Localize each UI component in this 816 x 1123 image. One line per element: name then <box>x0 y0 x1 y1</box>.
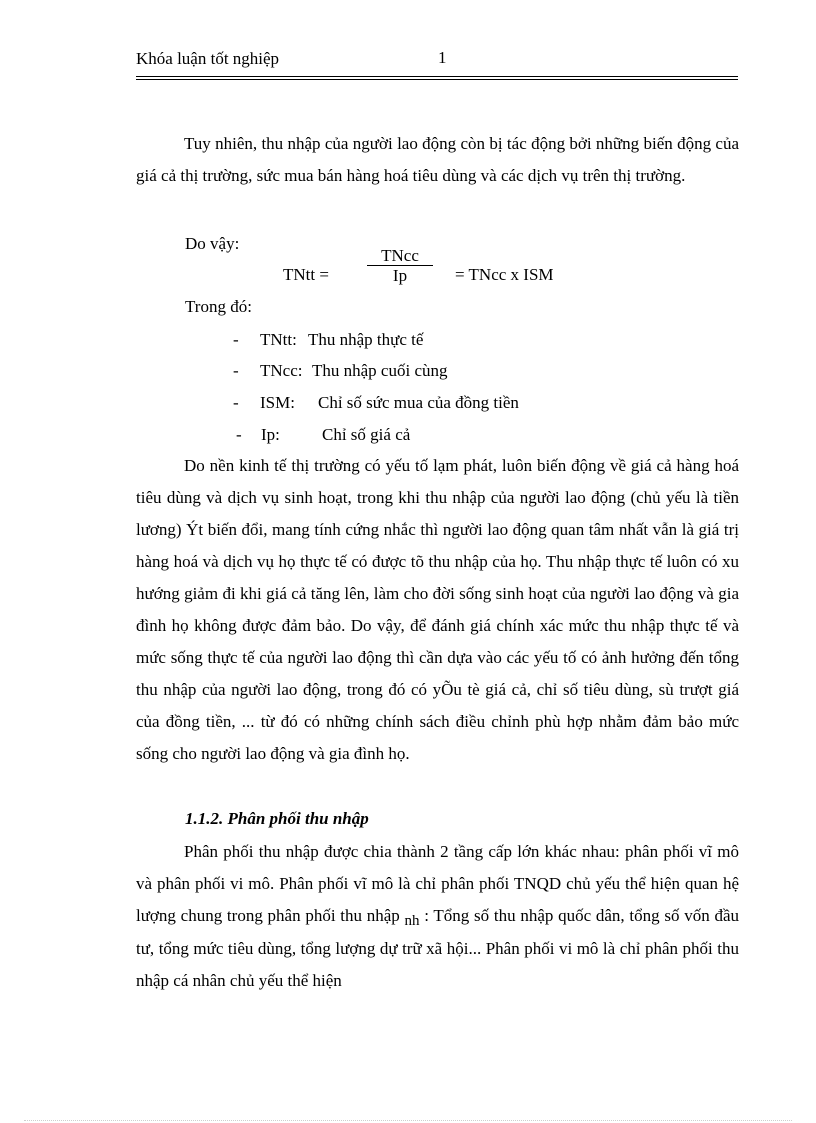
definition-desc: Chỉ số sức mua của đồng tiền <box>318 393 519 412</box>
paragraph-3-block <box>136 836 739 997</box>
paragraph-1: Tuy nhiên, thu nhập của người lao động còn bị tác động bởi những biến động của giá cả thị trường, sức mua bán hàng hoá tiêu dùng và các dịch vụ trên thị trường. <box>136 134 739 185</box>
definition-desc: Thu nhập cuối cùng <box>312 361 448 380</box>
definition-term: ISM: <box>260 393 295 412</box>
formula-numerator: TNcc <box>381 246 419 265</box>
paragraph-3 <box>136 836 739 997</box>
paragraph-1-block <box>136 128 739 192</box>
dash-marker: - <box>233 330 239 349</box>
definition-item <box>236 425 411 445</box>
formula-rhs: = TNcc x ISM <box>455 265 554 284</box>
dash-marker: - <box>233 393 239 412</box>
definition-term: Ip: <box>261 425 280 444</box>
paragraph-2-block <box>136 450 739 770</box>
subscript-nh: nh <box>404 913 420 929</box>
paragraph-3-text-a: Phân phối thu nhập được chia thành 2 tầng cấp lớn khác nhau: phân phối vĩ mô và phân phối vi mô. Phân phối vĩ mô là chỉ phân phối TNQD chủ yếu thể hiện quan hệ lượng chung trong phân phối thu nhập <box>136 842 739 925</box>
definition-item <box>233 393 519 413</box>
definition-desc: Thu nhập thực tế <box>308 330 424 349</box>
header-title: Khóa luận tốt nghiệp <box>136 49 280 68</box>
dash-marker: - <box>236 425 242 444</box>
definition-desc: Chỉ số giá cả <box>322 425 411 444</box>
formula-lhs: TNtt = <box>283 265 329 284</box>
definition-term: TNcc: <box>260 361 303 380</box>
dash-marker: - <box>233 361 239 380</box>
paragraph-3-text-b: : Tổng số thu nhập quốc dân, tổng số vốn đầu tư, tổng mức tiêu dùng, tổng lượng dự trữ xã hội... Phân phối vi mô là chỉ phân phối thu nhập cá nhân chủ yếu thể hiện <box>136 906 739 990</box>
section-heading: 1.1.2. Phân phối thu nhập <box>185 809 369 828</box>
page-bottom-border <box>24 1120 792 1121</box>
formula-denominator: Ip <box>392 266 408 285</box>
header-rule-top <box>136 76 738 77</box>
definition-item <box>233 361 448 381</box>
paragraph-2: Do nền kinh tế thị trường có yếu tố lạm phát, luôn biến động về giá cả hàng hoá tiêu dùng và dịch vụ sinh hoạt, trong khi thu nhập của người lao động (chủ yếu là tiền lương) Ýt biến đổi, mang tính cứng nhắc thì người lao động quan tâm nhất vẫn là giá trị hàng hoá và dịch vụ họ thực tế có được tõ thu nhập của họ. Thu nhập thực tế luôn có xu hướng giảm đi khi giá cả tăng lên, làm cho đời sống sinh hoạt của người lao động và gia đình họ không được đảm bảo. Do vậy, để đánh giá chính xác mức thu nhập thực tế và mức sống thực tế của người lao động thì cần dựa vào các yếu tố có ảnh hưởng đến tổng thu nhập của người lao động, trong đó có yÕu tè giá cả, chỉ số tiêu dùng, sù trượt giá của đồng tiền, ... từ đó có những chính sách điều chỉnh phù hợp nhằm đảm bảo mức sống cho người lao động và gia đình họ. <box>136 456 739 763</box>
header-rule-bottom <box>136 79 738 80</box>
page-number: 1 <box>438 48 447 67</box>
definition-item <box>233 330 424 350</box>
trong-do-label: Trong đó: <box>185 297 252 316</box>
do-vay-label: Do vậy: <box>185 234 240 253</box>
definition-term: TNtt: <box>260 330 297 349</box>
